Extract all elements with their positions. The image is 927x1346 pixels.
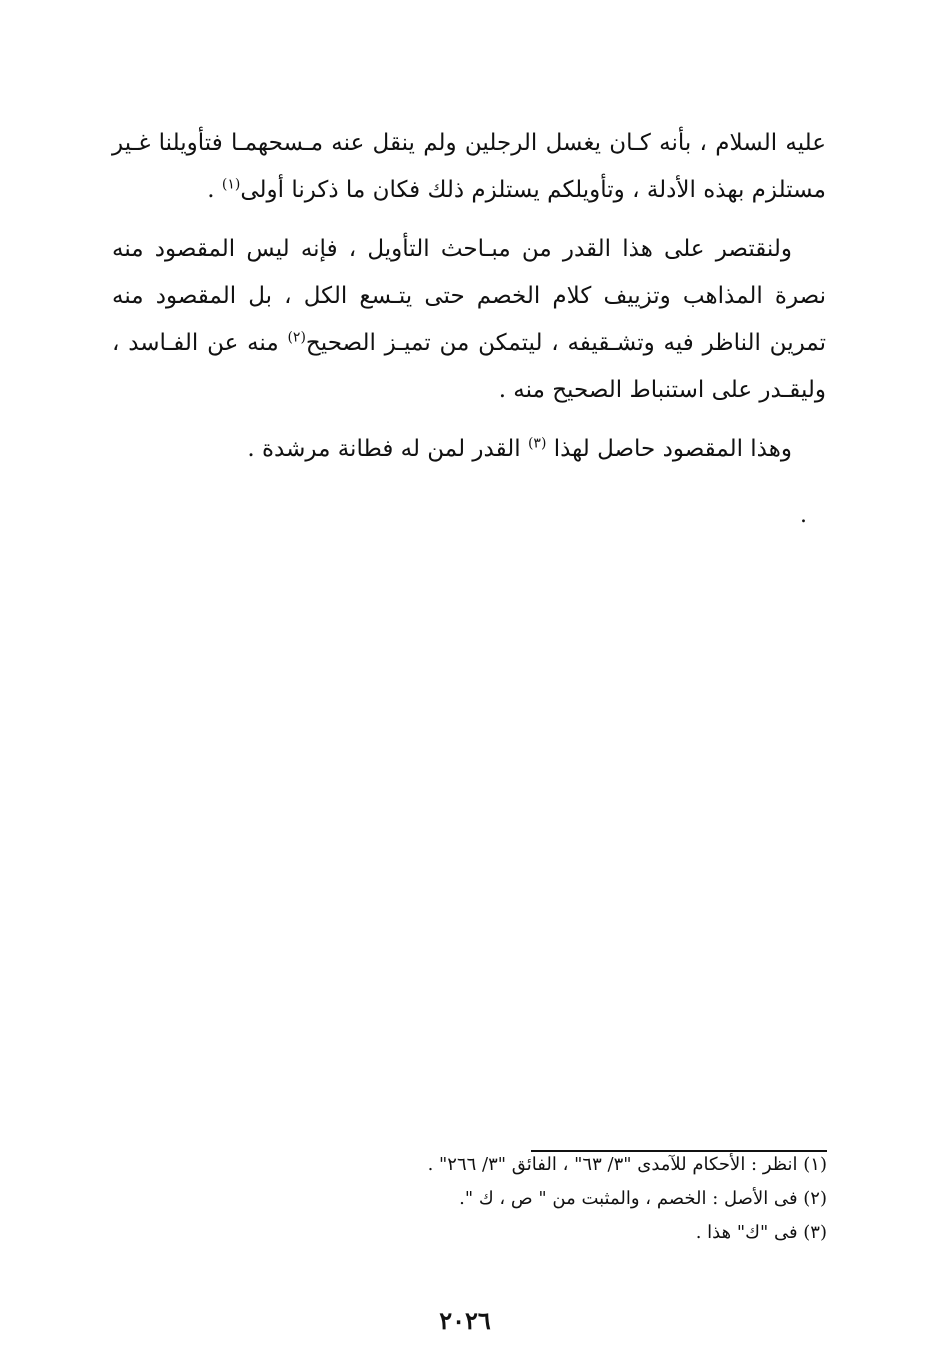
footnote-ref-3[interactable]: (٣) — [527, 435, 547, 452]
paragraph-1-tail: . — [207, 177, 222, 203]
footnote-1: (١) انظر : الأحكام للآمدى "٣/ ٦٣" ، الفائق "٣/ ٢٦٦" . — [427, 1154, 827, 1175]
footnote-ref-2[interactable]: (٢) — [287, 329, 306, 346]
footnote-2: (٢) فى الأصل : الخصم ، والمثبت من " ص ، ك ". — [459, 1188, 827, 1209]
paragraph-3 — [112, 426, 826, 473]
paragraph-3-text-b: القدر لمن له فطانة مرشدة . — [247, 436, 528, 462]
main-text — [112, 120, 826, 485]
paragraph-2-text-b: منه عن الفـاسد ، وليقـدر على استنباط الصحيح منه . — [112, 330, 826, 403]
paragraph-2-text-a: ولنقتصر على هذا القدر من مبـاحث التأويل ، فإنه ليس المقصود منه نصرة المذاهب وتزييف كلام الخصم حتى يتـسع الكل ، بل المقصود منه تمرين الناظر فيه وتشـقيفه ، ليتمكن من تميـز الصحيح — [112, 236, 826, 356]
paragraph-1 — [112, 120, 826, 214]
stray-mark: . — [800, 503, 807, 528]
paragraph-2 — [112, 226, 826, 414]
paragraph-3-text-a: وهذا المقصود حاصل لهذا — [546, 436, 792, 462]
footnote-3: (٣) فى "ك" هذا . — [695, 1222, 827, 1243]
paragraph-1-text: عليه السلام ، بأنه كـان يغسل الرجلين ولم ينقل عنه مـسحهمـا فتأويلنا غـير مستلزم بهذه الأدلة ، وتأويلكم يستلزم ذلك فكان ما ذكرنا أولى — [112, 130, 826, 203]
footnote-ref-1[interactable]: (١) — [221, 176, 241, 193]
footnotes — [300, 1148, 827, 1250]
page-number: ٢٠٢٦ — [439, 1306, 491, 1335]
